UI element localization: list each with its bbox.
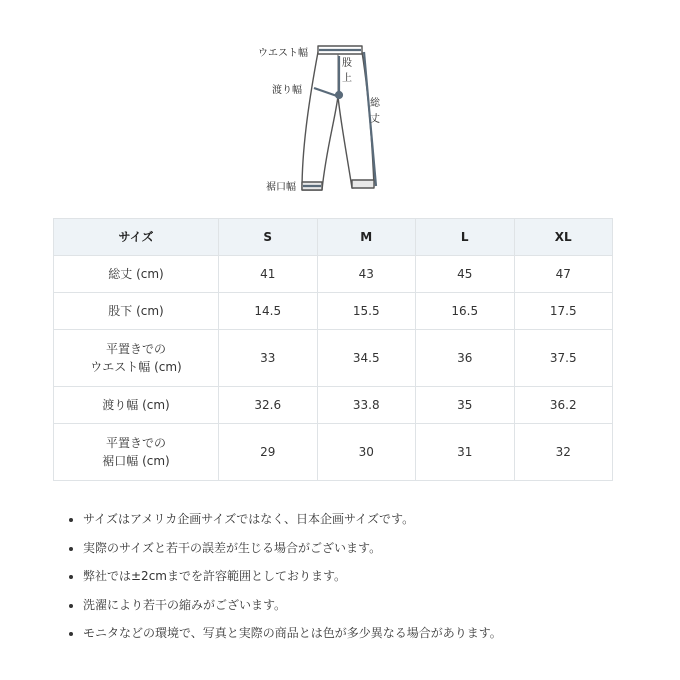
header-s: S [219, 219, 318, 256]
rise-label-2: 上 [342, 73, 352, 84]
header-l: L [416, 219, 515, 256]
cell: 32 [514, 424, 613, 481]
table-row [54, 256, 613, 293]
table-row [54, 387, 613, 424]
pants-diagram [0, 0, 680, 215]
table-row [54, 330, 613, 387]
size-table [53, 218, 613, 481]
cell: 41 [219, 256, 318, 293]
cell: 36 [416, 330, 515, 387]
thigh-label: 渡り幅 [272, 85, 302, 96]
cell: 29 [219, 424, 318, 481]
length-label-2: 丈 [370, 114, 380, 125]
row-label: 総丈 (cm) [54, 256, 219, 293]
cell: 33 [219, 330, 318, 387]
cell: 30 [317, 424, 416, 481]
waist-label: ウエスト幅 [258, 48, 308, 59]
cell: 37.5 [514, 330, 613, 387]
list-item: • 洗濯により若干の縮みがございます。 [83, 592, 502, 621]
table-row [54, 293, 613, 330]
row-label-line1: 平置きでの [105, 436, 166, 450]
row-label-line1: 平置きでの [105, 342, 166, 356]
cell: 36.2 [514, 387, 613, 424]
cell: 15.5 [317, 293, 416, 330]
row-label [54, 330, 219, 387]
notes-list [63, 506, 502, 649]
list-item: • 弊社では±2cmまでを許容範囲としております。 [83, 563, 502, 592]
cell: 43 [317, 256, 416, 293]
cell: 33.8 [317, 387, 416, 424]
cell: 17.5 [514, 293, 613, 330]
table-header-row [54, 219, 613, 256]
cell: 35 [416, 387, 515, 424]
hem-label: 裾口幅 [266, 182, 296, 193]
cell: 34.5 [317, 330, 416, 387]
cell: 14.5 [219, 293, 318, 330]
header-xl: XL [514, 219, 613, 256]
row-label: 股下 (cm) [54, 293, 219, 330]
row-label [54, 424, 219, 481]
cell: 31 [416, 424, 515, 481]
list-item: • サイズはアメリカ企画サイズではなく、日本企画サイズです。 [83, 506, 502, 535]
cell: 47 [514, 256, 613, 293]
header-size: サイズ [54, 219, 219, 256]
table-row [54, 424, 613, 481]
list-item: • モニタなどの環境で、写真と実際の商品とは色が多少異なる場合があります。 [83, 620, 502, 649]
list-item: • 実際のサイズと若干の誤差が生じる場合がございます。 [83, 535, 502, 564]
length-label-1: 総 [370, 98, 380, 109]
cell: 16.5 [416, 293, 515, 330]
row-label-line2: 裾口幅 (cm) [102, 454, 170, 468]
row-label: 渡り幅 (cm) [54, 387, 219, 424]
cell: 32.6 [219, 387, 318, 424]
rise-label-1: 股 [342, 58, 352, 69]
cell: 45 [416, 256, 515, 293]
header-m: M [317, 219, 416, 256]
row-label-line2: ウエスト幅 (cm) [90, 360, 182, 374]
